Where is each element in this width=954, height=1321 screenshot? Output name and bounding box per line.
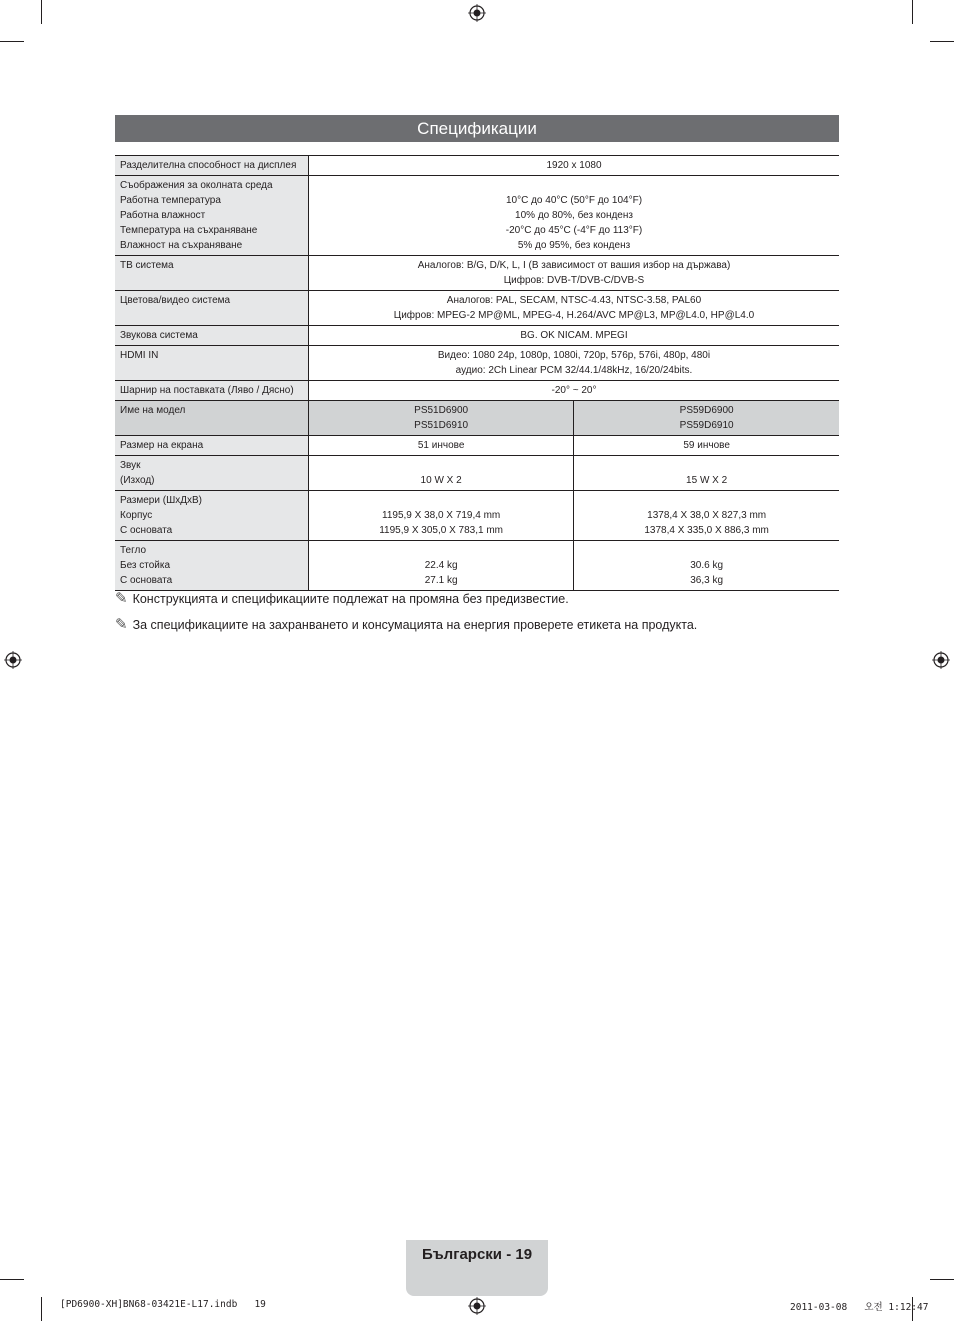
table-row <box>115 156 839 176</box>
pencil-icon: ✎ <box>115 590 128 607</box>
crop-mark <box>0 1279 24 1280</box>
row-value: Аналогов: PAL, SECAM, NTSC-4.43, NTSC-3.58, PAL60 Цифров: MPEG-2 MP@ML, MPEG-4, H.264/AVC MP@L3, MP@L4.0, HP@L4.0 <box>309 291 840 326</box>
table-row <box>115 456 839 491</box>
row-value: Видео: 1080 24p, 1080p, 1080i, 720p, 576p, 576i, 480p, 480i аудио: 2Ch Linear PCM 32/44.1/48kHz, 16/20/24bits. <box>309 346 840 381</box>
row-value-a: PS51D6900 PS51D6910 <box>309 401 574 436</box>
spec-table <box>115 155 839 591</box>
row-label: Звукова система <box>115 326 309 346</box>
row-label: Цветова/видео система <box>115 291 309 326</box>
table-row <box>115 346 839 381</box>
pencil-icon: ✎ <box>115 616 128 633</box>
crop-mark <box>930 1279 954 1280</box>
row-label: Разделителна способност на дисплея <box>115 156 309 176</box>
page-label: Български - 19 <box>421 1246 533 1263</box>
registration-mark-icon <box>4 651 22 669</box>
note-text: За спецификациите на захранването и консумацията на енергия проверете етикета на продукта. <box>132 618 698 632</box>
note-item <box>115 612 697 638</box>
row-value-a: 10 W X 2 <box>309 456 574 491</box>
table-row <box>115 326 839 346</box>
table-row <box>115 401 839 436</box>
note-text: Конструкцията и спецификациите подлежат на промяна без предизвестие. <box>132 592 569 606</box>
page-number-tab <box>406 1240 548 1296</box>
row-value: 10°C до 40°C (50°F до 104°F) 10% до 80%, без конденз -20°C до 45°C (-4°F до 113°F) 5% до 95%, без конденз <box>309 176 840 256</box>
row-value-a: 51 инчове <box>309 436 574 456</box>
row-label: Шарнир на поставката (Ляво / Дясно) <box>115 381 309 401</box>
notes <box>115 586 697 638</box>
row-value: BG. OK NICAM. MPEGI <box>309 326 840 346</box>
row-label: Съображения за околната среда Работна температура Работна влажност Температура на съхраняване Влажност на съхраняване <box>115 176 309 256</box>
row-value: -20° ~ 20° <box>309 381 840 401</box>
footer-timestamp: 2011-03-08 오전 1:12:47 <box>790 1302 929 1313</box>
table-row <box>115 381 839 401</box>
row-value: 1920 x 1080 <box>309 156 840 176</box>
row-value-b: 59 инчове <box>574 436 839 456</box>
registration-mark-icon <box>468 1297 486 1315</box>
table-row <box>115 436 839 456</box>
row-label: HDMI IN <box>115 346 309 381</box>
table-row <box>115 291 839 326</box>
crop-mark <box>912 0 913 24</box>
crop-mark <box>41 1297 42 1321</box>
row-label: ТВ система <box>115 256 309 291</box>
registration-mark-icon <box>468 4 486 22</box>
row-label: Размер на екрана <box>115 436 309 456</box>
row-value-b: 1378,4 X 38,0 X 827,3 mm 1378,4 X 335,0 X 886,3 mm <box>574 491 839 541</box>
table-row <box>115 256 839 291</box>
crop-mark <box>0 41 24 42</box>
crop-mark <box>930 41 954 42</box>
table-row <box>115 491 839 541</box>
footer-file-info: [PD6900-XH]BN68-03421E-L17.indb 19 <box>60 1299 266 1310</box>
crop-mark <box>41 0 42 24</box>
row-label: Тегло Без стойка С основата <box>115 541 309 591</box>
row-label: Звук (Изход) <box>115 456 309 491</box>
section-title: Спецификации <box>115 115 839 142</box>
table-row <box>115 541 839 591</box>
row-value-a: 22.4 kg 27.1 kg <box>309 541 574 591</box>
row-value-b: 30.6 kg 36,3 kg <box>574 541 839 591</box>
note-item <box>115 586 697 612</box>
table-row <box>115 176 839 256</box>
registration-mark-icon <box>932 651 950 669</box>
row-label: Име на модел <box>115 401 309 436</box>
row-label: Размери (ШхДхВ) Корпус С основата <box>115 491 309 541</box>
row-value-b: PS59D6900 PS59D6910 <box>574 401 839 436</box>
row-value-b: 15 W X 2 <box>574 456 839 491</box>
row-value-a: 1195,9 X 38,0 X 719,4 mm 1195,9 X 305,0 X 783,1 mm <box>309 491 574 541</box>
row-value: Аналогов: B/G, D/K, L, I (В зависимост от вашия избор на държава) Цифров: DVB-T/DVB-C/DVB-S <box>309 256 840 291</box>
